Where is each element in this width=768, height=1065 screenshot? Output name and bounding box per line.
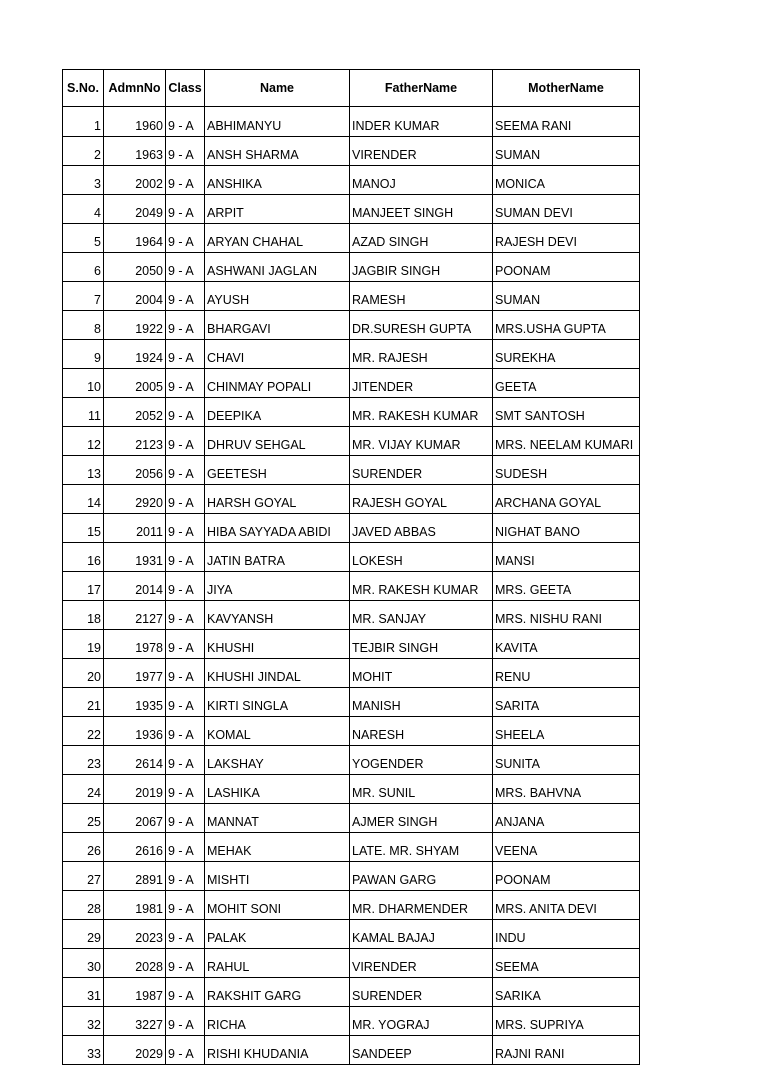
- name-cell: JIYA: [205, 572, 350, 601]
- father-name-cell: MR. DHARMENDER: [350, 891, 493, 920]
- father-name-cell: MR. SUNIL: [350, 775, 493, 804]
- sno-cell: 20: [63, 659, 104, 688]
- father-name-cell: MR. RAKESH KUMAR: [350, 398, 493, 427]
- father-name-cell: VIRENDER: [350, 137, 493, 166]
- father-name-cell: AZAD SINGH: [350, 224, 493, 253]
- table-row: [63, 398, 640, 427]
- admn-no-cell: 2050: [104, 253, 166, 282]
- name-cell: CHAVI: [205, 340, 350, 369]
- mother-name-cell: SUMAN: [493, 137, 640, 166]
- class-cell: 9 - A: [166, 195, 205, 224]
- header-row: [63, 70, 640, 107]
- father-name-cell: SURENDER: [350, 456, 493, 485]
- name-cell: LASHIKA: [205, 775, 350, 804]
- table-row: [63, 456, 640, 485]
- class-cell: 9 - A: [166, 949, 205, 978]
- father-name-cell: LOKESH: [350, 543, 493, 572]
- table-row: [63, 369, 640, 398]
- sno-cell: 9: [63, 340, 104, 369]
- mother-name-cell: MRS.USHA GUPTA: [493, 311, 640, 340]
- admn-no-cell: 1936: [104, 717, 166, 746]
- mother-name-cell: SMT SANTOSH: [493, 398, 640, 427]
- sno-cell: 19: [63, 630, 104, 659]
- mother-name-cell: SARITA: [493, 688, 640, 717]
- table-row: [63, 630, 640, 659]
- name-cell: ANSHIKA: [205, 166, 350, 195]
- class-cell: 9 - A: [166, 166, 205, 195]
- admn-no-cell: 2029: [104, 1036, 166, 1065]
- class-cell: 9 - A: [166, 282, 205, 311]
- class-cell: 9 - A: [166, 659, 205, 688]
- sno-cell: 32: [63, 1007, 104, 1036]
- admn-no-cell: 1963: [104, 137, 166, 166]
- class-cell: 9 - A: [166, 456, 205, 485]
- mother-name-cell: ANJANA: [493, 804, 640, 833]
- table-row: [63, 688, 640, 717]
- class-cell: 9 - A: [166, 107, 205, 137]
- sno-cell: 4: [63, 195, 104, 224]
- admn-no-cell: 2005: [104, 369, 166, 398]
- admn-no-cell: 1931: [104, 543, 166, 572]
- admn-no-cell: 2004: [104, 282, 166, 311]
- sno-cell: 30: [63, 949, 104, 978]
- name-cell: KOMAL: [205, 717, 350, 746]
- name-cell: HARSH GOYAL: [205, 485, 350, 514]
- name-cell: MEHAK: [205, 833, 350, 862]
- table-row: [63, 891, 640, 920]
- sno-cell: 33: [63, 1036, 104, 1065]
- header-mother-name: MotherName: [493, 70, 640, 107]
- name-cell: RISHI KHUDANIA: [205, 1036, 350, 1065]
- table-row: [63, 833, 640, 862]
- father-name-cell: JAGBIR SINGH: [350, 253, 493, 282]
- table-row: [63, 659, 640, 688]
- class-cell: 9 - A: [166, 601, 205, 630]
- sno-cell: 2: [63, 137, 104, 166]
- header-admn-no: AdmnNo: [104, 70, 166, 107]
- class-cell: 9 - A: [166, 746, 205, 775]
- mother-name-cell: MRS. NISHU RANI: [493, 601, 640, 630]
- table-row: [63, 920, 640, 949]
- father-name-cell: MR. YOGRAJ: [350, 1007, 493, 1036]
- admn-no-cell: 1977: [104, 659, 166, 688]
- table-row: [63, 572, 640, 601]
- sno-cell: 11: [63, 398, 104, 427]
- sno-cell: 13: [63, 456, 104, 485]
- father-name-cell: JITENDER: [350, 369, 493, 398]
- table-row: [63, 340, 640, 369]
- class-cell: 9 - A: [166, 253, 205, 282]
- sno-cell: 26: [63, 833, 104, 862]
- table-row: [63, 282, 640, 311]
- name-cell: DEEPIKA: [205, 398, 350, 427]
- admn-no-cell: 2067: [104, 804, 166, 833]
- name-cell: DHRUV SEHGAL: [205, 427, 350, 456]
- father-name-cell: MR. RAJESH: [350, 340, 493, 369]
- class-cell: 9 - A: [166, 891, 205, 920]
- class-cell: 9 - A: [166, 630, 205, 659]
- father-name-cell: KAMAL BAJAJ: [350, 920, 493, 949]
- table-row: [63, 717, 640, 746]
- mother-name-cell: INDU: [493, 920, 640, 949]
- class-cell: 9 - A: [166, 1036, 205, 1065]
- class-cell: 9 - A: [166, 514, 205, 543]
- class-cell: 9 - A: [166, 804, 205, 833]
- table-row: [63, 514, 640, 543]
- father-name-cell: DR.SURESH GUPTA: [350, 311, 493, 340]
- admn-no-cell: 2920: [104, 485, 166, 514]
- class-cell: 9 - A: [166, 427, 205, 456]
- admn-no-cell: 2011: [104, 514, 166, 543]
- table-row: [63, 949, 640, 978]
- name-cell: ASHWANI JAGLAN: [205, 253, 350, 282]
- sno-cell: 1: [63, 107, 104, 137]
- class-cell: 9 - A: [166, 369, 205, 398]
- name-cell: AYUSH: [205, 282, 350, 311]
- father-name-cell: VIRENDER: [350, 949, 493, 978]
- mother-name-cell: ARCHANA GOYAL: [493, 485, 640, 514]
- mother-name-cell: SEEMA: [493, 949, 640, 978]
- mother-name-cell: KAVITA: [493, 630, 640, 659]
- name-cell: KIRTI SINGLA: [205, 688, 350, 717]
- table-row: [63, 746, 640, 775]
- admn-no-cell: 2056: [104, 456, 166, 485]
- father-name-cell: MR. RAKESH KUMAR: [350, 572, 493, 601]
- class-cell: 9 - A: [166, 717, 205, 746]
- name-cell: ANSH SHARMA: [205, 137, 350, 166]
- header-father-name: FatherName: [350, 70, 493, 107]
- mother-name-cell: POONAM: [493, 862, 640, 891]
- table-row: [63, 775, 640, 804]
- father-name-cell: SURENDER: [350, 978, 493, 1007]
- sno-cell: 12: [63, 427, 104, 456]
- mother-name-cell: MRS. BAHVNA: [493, 775, 640, 804]
- mother-name-cell: POONAM: [493, 253, 640, 282]
- class-cell: 9 - A: [166, 920, 205, 949]
- father-name-cell: INDER KUMAR: [350, 107, 493, 137]
- class-cell: 9 - A: [166, 137, 205, 166]
- name-cell: MISHTI: [205, 862, 350, 891]
- name-cell: JATIN BATRA: [205, 543, 350, 572]
- admn-no-cell: 2002: [104, 166, 166, 195]
- mother-name-cell: NIGHAT BANO: [493, 514, 640, 543]
- table-row: [63, 978, 640, 1007]
- mother-name-cell: MRS. SUPRIYA: [493, 1007, 640, 1036]
- sno-cell: 28: [63, 891, 104, 920]
- sno-cell: 18: [63, 601, 104, 630]
- class-cell: 9 - A: [166, 833, 205, 862]
- header-sno: S.No.: [63, 70, 104, 107]
- name-cell: MOHIT SONI: [205, 891, 350, 920]
- sno-cell: 31: [63, 978, 104, 1007]
- admn-no-cell: 1922: [104, 311, 166, 340]
- father-name-cell: TEJBIR SINGH: [350, 630, 493, 659]
- sno-cell: 7: [63, 282, 104, 311]
- name-cell: PALAK: [205, 920, 350, 949]
- table-row: [63, 543, 640, 572]
- mother-name-cell: MRS. ANITA DEVI: [493, 891, 640, 920]
- class-cell: 9 - A: [166, 543, 205, 572]
- father-name-cell: MOHIT: [350, 659, 493, 688]
- mother-name-cell: GEETA: [493, 369, 640, 398]
- father-name-cell: SANDEEP: [350, 1036, 493, 1065]
- class-cell: 9 - A: [166, 340, 205, 369]
- sno-cell: 16: [63, 543, 104, 572]
- father-name-cell: AJMER SINGH: [350, 804, 493, 833]
- header-name: Name: [205, 70, 350, 107]
- name-cell: LAKSHAY: [205, 746, 350, 775]
- table-row: [63, 601, 640, 630]
- mother-name-cell: VEENA: [493, 833, 640, 862]
- class-cell: 9 - A: [166, 775, 205, 804]
- sno-cell: 17: [63, 572, 104, 601]
- admn-no-cell: 2614: [104, 746, 166, 775]
- name-cell: GEETESH: [205, 456, 350, 485]
- sno-cell: 8: [63, 311, 104, 340]
- class-cell: 9 - A: [166, 978, 205, 1007]
- table-row: [63, 224, 640, 253]
- admn-no-cell: 1978: [104, 630, 166, 659]
- sno-cell: 6: [63, 253, 104, 282]
- student-list-table: [62, 69, 640, 1065]
- table-row: [63, 107, 640, 137]
- father-name-cell: MANISH: [350, 688, 493, 717]
- table-row: [63, 137, 640, 166]
- father-name-cell: MR. SANJAY: [350, 601, 493, 630]
- class-cell: 9 - A: [166, 311, 205, 340]
- father-name-cell: RAJESH GOYAL: [350, 485, 493, 514]
- table-row: [63, 1036, 640, 1065]
- name-cell: MANNAT: [205, 804, 350, 833]
- class-cell: 9 - A: [166, 224, 205, 253]
- table-row: [63, 311, 640, 340]
- father-name-cell: RAMESH: [350, 282, 493, 311]
- admn-no-cell: 3227: [104, 1007, 166, 1036]
- name-cell: RICHA: [205, 1007, 350, 1036]
- mother-name-cell: RAJNI RANI: [493, 1036, 640, 1065]
- header-class: Class: [166, 70, 205, 107]
- sno-cell: 24: [63, 775, 104, 804]
- admn-no-cell: 2127: [104, 601, 166, 630]
- table-row: [63, 253, 640, 282]
- table-row: [63, 166, 640, 195]
- father-name-cell: JAVED ABBAS: [350, 514, 493, 543]
- admn-no-cell: 2049: [104, 195, 166, 224]
- admn-no-cell: 1981: [104, 891, 166, 920]
- mother-name-cell: SUMAN: [493, 282, 640, 311]
- sno-cell: 23: [63, 746, 104, 775]
- sno-cell: 21: [63, 688, 104, 717]
- admn-no-cell: 2014: [104, 572, 166, 601]
- name-cell: ARPIT: [205, 195, 350, 224]
- mother-name-cell: SARIKA: [493, 978, 640, 1007]
- mother-name-cell: RAJESH DEVI: [493, 224, 640, 253]
- name-cell: KHUSHI: [205, 630, 350, 659]
- sno-cell: 15: [63, 514, 104, 543]
- name-cell: ABHIMANYU: [205, 107, 350, 137]
- mother-name-cell: SUMAN DEVI: [493, 195, 640, 224]
- admn-no-cell: 1987: [104, 978, 166, 1007]
- father-name-cell: PAWAN GARG: [350, 862, 493, 891]
- sno-cell: 29: [63, 920, 104, 949]
- father-name-cell: MANJEET SINGH: [350, 195, 493, 224]
- admn-no-cell: 1935: [104, 688, 166, 717]
- admn-no-cell: 2028: [104, 949, 166, 978]
- name-cell: BHARGAVI: [205, 311, 350, 340]
- sno-cell: 25: [63, 804, 104, 833]
- name-cell: RAHUL: [205, 949, 350, 978]
- mother-name-cell: MRS. GEETA: [493, 572, 640, 601]
- mother-name-cell: SHEELA: [493, 717, 640, 746]
- table-row: [63, 862, 640, 891]
- mother-name-cell: SUDESH: [493, 456, 640, 485]
- mother-name-cell: MANSI: [493, 543, 640, 572]
- table-row: [63, 804, 640, 833]
- mother-name-cell: SUNITA: [493, 746, 640, 775]
- mother-name-cell: MRS. NEELAM KUMARI: [493, 427, 640, 456]
- admn-no-cell: 1924: [104, 340, 166, 369]
- name-cell: KAVYANSH: [205, 601, 350, 630]
- sno-cell: 27: [63, 862, 104, 891]
- mother-name-cell: RENU: [493, 659, 640, 688]
- class-cell: 9 - A: [166, 485, 205, 514]
- sno-cell: 22: [63, 717, 104, 746]
- sno-cell: 10: [63, 369, 104, 398]
- admn-no-cell: 1960: [104, 107, 166, 137]
- class-cell: 9 - A: [166, 862, 205, 891]
- father-name-cell: LATE. MR. SHYAM: [350, 833, 493, 862]
- table-row: [63, 1007, 640, 1036]
- admn-no-cell: 2052: [104, 398, 166, 427]
- sno-cell: 3: [63, 166, 104, 195]
- name-cell: HIBA SAYYADA ABIDI: [205, 514, 350, 543]
- admn-no-cell: 2023: [104, 920, 166, 949]
- name-cell: RAKSHIT GARG: [205, 978, 350, 1007]
- admn-no-cell: 2123: [104, 427, 166, 456]
- father-name-cell: MR. VIJAY KUMAR: [350, 427, 493, 456]
- father-name-cell: NARESH: [350, 717, 493, 746]
- table-row: [63, 427, 640, 456]
- table-row: [63, 485, 640, 514]
- class-cell: 9 - A: [166, 1007, 205, 1036]
- table-row: [63, 195, 640, 224]
- name-cell: CHINMAY POPALI: [205, 369, 350, 398]
- admn-no-cell: 2019: [104, 775, 166, 804]
- class-cell: 9 - A: [166, 398, 205, 427]
- admn-no-cell: 2616: [104, 833, 166, 862]
- sno-cell: 5: [63, 224, 104, 253]
- class-cell: 9 - A: [166, 572, 205, 601]
- mother-name-cell: MONICA: [493, 166, 640, 195]
- class-cell: 9 - A: [166, 688, 205, 717]
- mother-name-cell: SUREKHA: [493, 340, 640, 369]
- admn-no-cell: 1964: [104, 224, 166, 253]
- father-name-cell: MANOJ: [350, 166, 493, 195]
- name-cell: KHUSHI JINDAL: [205, 659, 350, 688]
- father-name-cell: YOGENDER: [350, 746, 493, 775]
- admn-no-cell: 2891: [104, 862, 166, 891]
- sno-cell: 14: [63, 485, 104, 514]
- name-cell: ARYAN CHAHAL: [205, 224, 350, 253]
- mother-name-cell: SEEMA RANI: [493, 107, 640, 137]
